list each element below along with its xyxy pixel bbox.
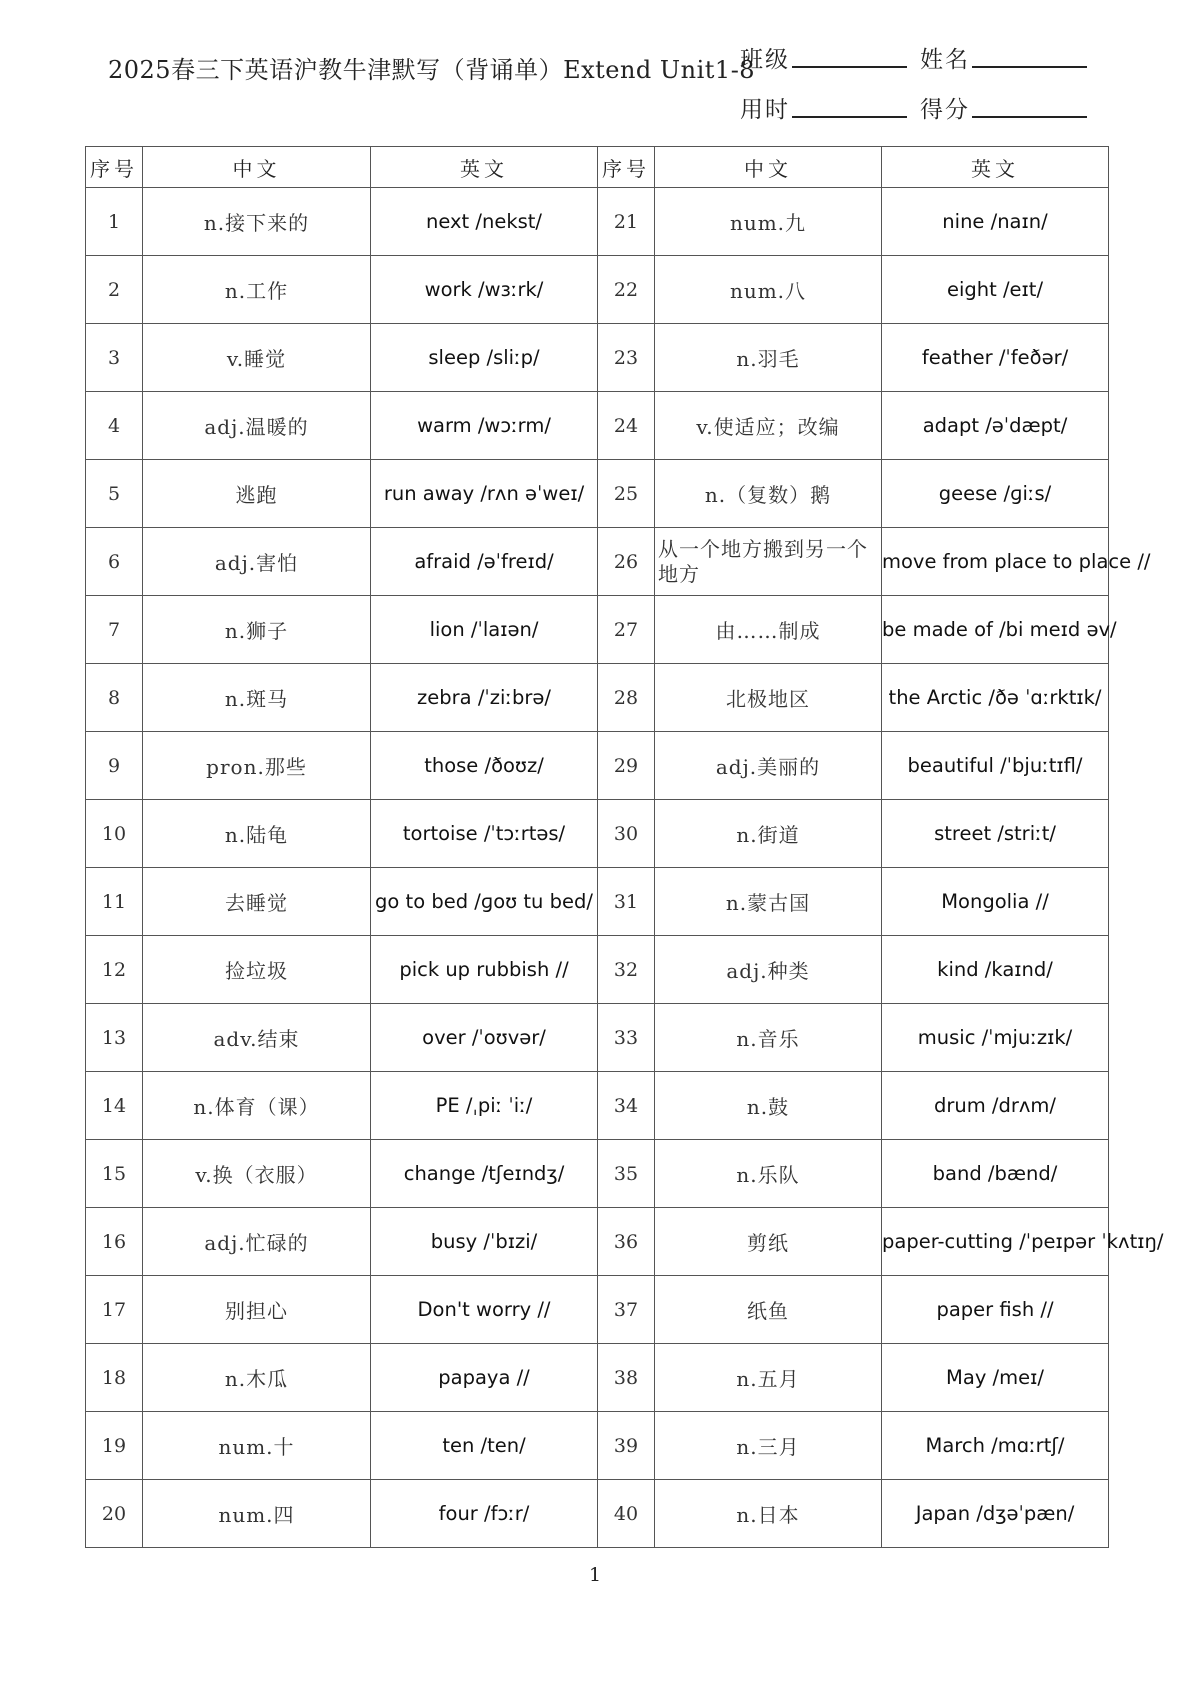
english-cell: PE /ˌpiː ˈiː/ [371,1072,598,1140]
english-cell: be made of /bi meɪd əv/ [882,596,1109,664]
index-cell: 21 [598,188,655,256]
table-row [86,1344,1109,1412]
chinese-cell: 由……制成 [655,596,882,664]
chinese-cell: n.五月 [655,1344,882,1412]
header-index-left: 序号 [86,147,143,188]
chinese-cell: n.陆龟 [143,800,371,868]
field-row-bottom [740,74,1100,124]
index-cell: 33 [598,1004,655,1072]
chinese-cell: n.街道 [655,800,882,868]
table-row [86,324,1109,392]
table-row [86,800,1109,868]
chinese-cell: n.三月 [655,1412,882,1480]
english-cell: sleep /sliːp/ [371,324,598,392]
index-cell: 4 [86,392,143,460]
table-row [86,1480,1109,1548]
table-row [86,256,1109,324]
english-cell: nine /naɪn/ [882,188,1109,256]
chinese-cell: adj.美丽的 [655,732,882,800]
table-row [86,732,1109,800]
index-cell: 20 [86,1480,143,1548]
index-cell: 28 [598,664,655,732]
chinese-cell: adj.种类 [655,936,882,1004]
chinese-cell: n.鼓 [655,1072,882,1140]
english-cell: pick up rubbish // [371,936,598,1004]
chinese-cell: adj.温暖的 [143,392,371,460]
index-cell: 27 [598,596,655,664]
table-row [86,460,1109,528]
chinese-cell: 纸鱼 [655,1276,882,1344]
english-cell: geese /ɡiːs/ [882,460,1109,528]
index-cell: 34 [598,1072,655,1140]
english-cell: afraid /əˈfreɪd/ [371,528,598,596]
english-cell: paper fish // [882,1276,1109,1344]
index-cell: 16 [86,1208,143,1276]
chinese-cell: 捡垃圾 [143,936,371,1004]
index-cell: 40 [598,1480,655,1548]
index-cell: 3 [86,324,143,392]
english-cell: work /wɜːrk/ [371,256,598,324]
table-row [86,1412,1109,1480]
english-cell: ten /ten/ [371,1412,598,1480]
english-cell: go to bed /ɡoʊ tu bed/ [371,868,598,936]
time-label: 用时 [740,97,790,123]
name-field[interactable] [920,41,1100,74]
english-cell: beautiful /ˈbjuːtɪfl/ [882,732,1109,800]
index-cell: 19 [86,1412,143,1480]
table-header-row [86,147,1109,188]
english-cell: those /ðoʊz/ [371,732,598,800]
chinese-cell: 从一个地方搬到另一个地方 [655,528,882,596]
chinese-cell: adj.忙碌的 [143,1208,371,1276]
table-row [86,664,1109,732]
english-cell: next /nekst/ [371,188,598,256]
english-cell: change /tʃeɪndʒ/ [371,1140,598,1208]
table-row [86,1072,1109,1140]
english-cell: Japan /dʒəˈpæn/ [882,1480,1109,1548]
english-cell: eight /eɪt/ [882,256,1109,324]
class-blank-line[interactable] [792,60,907,68]
english-cell: feather /ˈfeðər/ [882,324,1109,392]
chinese-cell: n.接下来的 [143,188,371,256]
table-row [86,936,1109,1004]
chinese-cell: num.九 [655,188,882,256]
english-cell: paper-cutting /ˈpeɪpər ˈkʌtɪŋ/ [882,1208,1109,1276]
table-row [86,596,1109,664]
student-info-fields [740,24,1100,124]
index-cell: 17 [86,1276,143,1344]
index-cell: 14 [86,1072,143,1140]
chinese-cell: n.蒙古国 [655,868,882,936]
index-cell: 32 [598,936,655,1004]
english-cell: the Arctic /ðə ˈɑːrktɪk/ [882,664,1109,732]
index-cell: 24 [598,392,655,460]
chinese-cell: 逃跑 [143,460,371,528]
header-english-left: 英文 [371,147,598,188]
table-row [86,1208,1109,1276]
chinese-cell: n.日本 [655,1480,882,1548]
chinese-cell: n.（复数）鹅 [655,460,882,528]
english-cell: adapt /əˈdæpt/ [882,392,1109,460]
english-cell: four /fɔːr/ [371,1480,598,1548]
index-cell: 12 [86,936,143,1004]
index-cell: 23 [598,324,655,392]
index-cell: 10 [86,800,143,868]
english-cell: move from place to place // [882,528,1109,596]
table-row [86,1276,1109,1344]
class-label: 班级 [740,47,790,73]
score-label: 得分 [920,97,970,123]
table-row [86,528,1109,596]
english-cell: over /ˈoʊvər/ [371,1004,598,1072]
index-cell: 2 [86,256,143,324]
header-index-right: 序号 [598,147,655,188]
index-cell: 36 [598,1208,655,1276]
chinese-cell: pron.那些 [143,732,371,800]
vocabulary-table [85,146,1164,1548]
index-cell: 31 [598,868,655,936]
chinese-cell: n.木瓜 [143,1344,371,1412]
english-cell: Don't worry // [371,1276,598,1344]
chinese-cell: n.乐队 [655,1140,882,1208]
chinese-cell: adj.害怕 [143,528,371,596]
english-cell: tortoise /ˈtɔːrtəs/ [371,800,598,868]
index-cell: 38 [598,1344,655,1412]
chinese-cell: n.斑马 [143,664,371,732]
class-field[interactable] [740,41,920,74]
index-cell: 18 [86,1344,143,1412]
chinese-cell: v.使适应；改编 [655,392,882,460]
english-cell: street /striːt/ [882,800,1109,868]
english-cell: papaya // [371,1344,598,1412]
name-label: 姓名 [920,47,970,73]
chinese-cell: n.狮子 [143,596,371,664]
chinese-cell: 别担心 [143,1276,371,1344]
chinese-cell: 北极地区 [655,664,882,732]
time-blank-line[interactable] [792,110,907,118]
table-row [86,868,1109,936]
name-blank-line[interactable] [972,60,1087,68]
chinese-cell: n.体育（课） [143,1072,371,1140]
table-row [86,392,1109,460]
index-cell: 26 [598,528,655,596]
page-number: 1 [588,1564,602,1586]
index-cell: 6 [86,528,143,596]
page-title: 2025春三下英语沪教牛津默写（背诵单）Extend Unit1-8 [108,56,756,84]
time-field[interactable] [740,91,920,124]
chinese-cell: n.羽毛 [655,324,882,392]
index-cell: 11 [86,868,143,936]
index-cell: 5 [86,460,143,528]
english-cell: drum /drʌm/ [882,1072,1109,1140]
chinese-cell: n.音乐 [655,1004,882,1072]
english-cell: lion /ˈlaɪən/ [371,596,598,664]
index-cell: 1 [86,188,143,256]
index-cell: 15 [86,1140,143,1208]
index-cell: 25 [598,460,655,528]
header-chinese-right: 中文 [655,147,882,188]
index-cell: 7 [86,596,143,664]
table-row [86,1140,1109,1208]
english-cell: March /mɑːrtʃ/ [882,1412,1109,1480]
chinese-cell: num.八 [655,256,882,324]
english-cell: May /meɪ/ [882,1344,1109,1412]
header-chinese-left: 中文 [143,147,371,188]
english-cell: kind /kaɪnd/ [882,936,1109,1004]
chinese-cell: 剪纸 [655,1208,882,1276]
table-row [86,1004,1109,1072]
index-cell: 37 [598,1276,655,1344]
english-cell: Mongolia // [882,868,1109,936]
table-row [86,188,1109,256]
index-cell: 29 [598,732,655,800]
english-cell: band /bænd/ [882,1140,1109,1208]
index-cell: 8 [86,664,143,732]
chinese-cell: v.睡觉 [143,324,371,392]
index-cell: 13 [86,1004,143,1072]
english-cell: busy /ˈbɪzi/ [371,1208,598,1276]
english-cell: music /ˈmjuːzɪk/ [882,1004,1109,1072]
chinese-cell: num.四 [143,1480,371,1548]
index-cell: 30 [598,800,655,868]
chinese-cell: v.换（衣服） [143,1140,371,1208]
header-english-right: 英文 [882,147,1109,188]
score-blank-line[interactable] [972,110,1087,118]
index-cell: 9 [86,732,143,800]
english-cell: zebra /ˈziːbrə/ [371,664,598,732]
index-cell: 35 [598,1140,655,1208]
chinese-cell: num.十 [143,1412,371,1480]
index-cell: 39 [598,1412,655,1480]
table-body [86,188,1164,1548]
score-field[interactable] [920,91,1100,124]
index-cell: 22 [598,256,655,324]
english-cell: warm /wɔːrm/ [371,392,598,460]
english-cell: run away /rʌn əˈweɪ/ [371,460,598,528]
chinese-cell: 去睡觉 [143,868,371,936]
field-row-top [740,24,1100,74]
chinese-cell: n.工作 [143,256,371,324]
chinese-cell: adv.结束 [143,1004,371,1072]
